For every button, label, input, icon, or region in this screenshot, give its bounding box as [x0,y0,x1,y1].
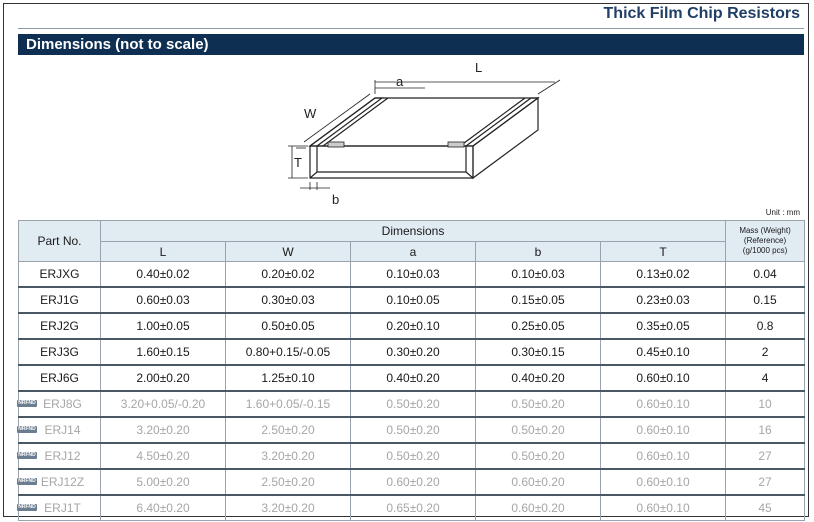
mass-cell: 45 [726,495,805,521]
part-number-cell [19,262,101,288]
part-number: ERJ8G [43,397,82,411]
dimension-W-cell: 0.20±0.02 [226,262,351,288]
part-number: ERJ12Z [40,475,85,489]
electrode-front-edge [317,146,466,172]
table-row [19,365,805,391]
part-number: ERJ14 [44,423,81,437]
part-number-cell [19,391,101,417]
dimensions-table [18,220,805,521]
dimension-L-cell: 0.60±0.03 [101,287,226,313]
part-number: ERJ2G [40,319,79,333]
part-number-cell [19,469,101,495]
column-L: L [101,242,226,262]
nrfnd-badge: NRFND [18,478,36,484]
label-a: a [396,74,404,89]
table-row [19,287,805,313]
dimension-L-cell: 6.40±0.20 [101,495,226,521]
mass-cell: 16 [726,417,805,443]
part-number-cell [19,443,101,469]
dimension-L-cell: 0.40±0.02 [101,262,226,288]
dimension-a-cell: 0.10±0.03 [351,262,476,288]
mass-header-line2: (Reference) [743,236,787,245]
dimension-a-cell: 0.30±0.20 [351,339,476,365]
mass-cell: 2 [726,339,805,365]
dimension-T-cell: 0.60±0.10 [601,365,726,391]
chip-top-face [310,98,538,146]
dimension-L-cell: 3.20+0.05/-0.20 [101,391,226,417]
dimension-L-cell: 1.60±0.15 [101,339,226,365]
section-title: Dimensions (not to scale) [18,34,804,55]
dimension-a-cell: 0.60±0.20 [351,469,476,495]
column-W: W [226,242,351,262]
dimension-T-cell: 0.13±0.02 [601,262,726,288]
chip-resistor-diagram [270,58,570,208]
dimension-L-cell: 1.00±0.05 [101,313,226,339]
mass-cell: 0.15 [726,287,805,313]
title-rule [18,28,804,29]
dimension-W-cell: 0.80+0.15/-0.05 [226,339,351,365]
part-number: ERJ12 [44,449,81,463]
dimension-L-cell: 2.00±0.20 [101,365,226,391]
table-row [19,495,805,521]
table-row [19,391,805,417]
dimension-a-cell: 0.65±0.20 [351,495,476,521]
dimension-b-cell: 0.15±0.05 [476,287,601,313]
table-row [19,469,805,495]
electrode-left-top [310,98,382,146]
dimension-a-cell: 0.20±0.10 [351,313,476,339]
mass-cell: 10 [726,391,805,417]
dimension-b-cell: 0.60±0.20 [476,469,601,495]
mass-header-line1: Mass (Weight) [739,226,791,235]
dimension-b-cell: 0.50±0.20 [476,443,601,469]
part-number-cell [19,313,101,339]
electrode-right-top [466,98,538,146]
dimension-W-cell: 0.30±0.03 [226,287,351,313]
dimension-T-cell: 0.60±0.10 [601,469,726,495]
dimension-T-cell: 0.35±0.05 [601,313,726,339]
part-no-header: Part No. [19,221,101,262]
dimension-b-cell: 0.50±0.20 [476,417,601,443]
dimension-T-cell: 0.60±0.10 [601,417,726,443]
dimension-a-cell: 0.40±0.20 [351,365,476,391]
dimension-b-cell: 0.10±0.03 [476,262,601,288]
dimension-T-cell: 0.60±0.10 [601,391,726,417]
label-W: W [304,106,317,121]
column-b: b [476,242,601,262]
dimension-b-cell: 0.25±0.05 [476,313,601,339]
part-number-cell [19,287,101,313]
part-number-cell [19,417,101,443]
dimension-T-cell: 0.45±0.10 [601,339,726,365]
dimension-W-cell: 3.20±0.20 [226,495,351,521]
column-T: T [601,242,726,262]
mass-cell: 4 [726,365,805,391]
dimension-T-cell: 0.60±0.10 [601,495,726,521]
dimension-T-cell: 0.60±0.10 [601,443,726,469]
dimension-L-cell: 3.20±0.20 [101,417,226,443]
unit-note: Unit : mm [765,208,800,217]
table-row [19,339,805,365]
mass-cell: 27 [726,469,805,495]
part-number: ERJ1G [40,293,79,307]
dimensions-header: Dimensions [101,221,726,242]
mass-header [726,221,805,262]
part-number: ERJ6G [40,371,79,385]
part-number: ERJ1T [44,501,81,515]
nrfnd-badge: NRFND [18,400,36,406]
label-L: L [475,60,483,75]
dimension-b-cell: 0.60±0.20 [476,495,601,521]
table-row [19,262,805,288]
dimension-a-cell: 0.50±0.20 [351,391,476,417]
dimension-a-cell: 0.50±0.20 [351,443,476,469]
mass-cell: 0.8 [726,313,805,339]
dimension-W-cell: 1.60+0.05/-0.15 [226,391,351,417]
mass-cell: 0.04 [726,262,805,288]
dimension-W-cell: 2.50±0.20 [226,469,351,495]
label-b: b [332,192,340,207]
table-row [19,417,805,443]
dimension-b-cell: 0.50±0.20 [476,391,601,417]
nrfnd-badge: NRFND [18,504,36,510]
dimension-T-cell: 0.23±0.03 [601,287,726,313]
dimension-a-cell: 0.50±0.20 [351,417,476,443]
table-row [19,313,805,339]
part-number-cell [19,339,101,365]
nrfnd-badge: NRFND [18,452,36,458]
document-title: Thick Film Chip Resistors [603,5,800,22]
dimension-L-cell: 4.50±0.20 [101,443,226,469]
dimension-W-cell: 0.50±0.05 [226,313,351,339]
mass-cell: 27 [726,443,805,469]
dimension-a-cell: 0.10±0.05 [351,287,476,313]
dimension-b-cell: 0.40±0.20 [476,365,601,391]
column-a: a [351,242,476,262]
dimension-L-cell: 5.00±0.20 [101,469,226,495]
dimension-b-cell: 0.30±0.15 [476,339,601,365]
mass-header-line3: (g/1000 pcs) [742,246,788,255]
label-T: T [294,155,302,170]
dimension-W-cell: 2.50±0.20 [226,417,351,443]
part-number-cell [19,495,101,521]
dimension-W-cell: 1.25±0.10 [226,365,351,391]
part-number: ERJ3G [40,345,79,359]
part-number-cell [19,365,101,391]
chip-side-face [473,98,538,178]
table-row [19,443,805,469]
nrfnd-badge: NRFND [18,426,36,432]
table-body [19,262,805,521]
part-number: ERJXG [39,267,80,281]
chip-front-face [310,146,473,178]
dimension-W-cell: 3.20±0.20 [226,443,351,469]
